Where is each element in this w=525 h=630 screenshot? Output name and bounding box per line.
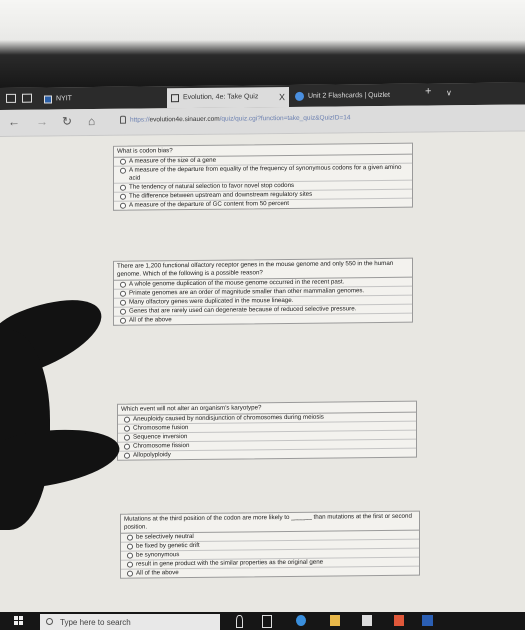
tab-label: Unit 2 Flashcards | Quizlet [308, 91, 390, 100]
page-icon [171, 94, 179, 102]
option-text: A measure of the size of a gene [129, 156, 217, 165]
url-field[interactable] [130, 114, 350, 123]
answer-option[interactable] [118, 449, 416, 460]
question-text: What is codon bias? [114, 144, 412, 158]
close-tab-icon[interactable]: X [278, 92, 285, 103]
radio-button[interactable] [120, 168, 126, 174]
question-1 [113, 143, 413, 211]
option-text: be selectively neutral [136, 532, 194, 541]
radio-button[interactable] [124, 444, 130, 450]
option-text: Primate genomes are an order of magnitude smaller than other mammalian genomes. [129, 287, 365, 297]
back-icon[interactable]: ← [8, 114, 20, 129]
set-aside-tabs-icon[interactable] [22, 94, 32, 103]
radio-button[interactable] [120, 203, 126, 209]
radio-button[interactable] [120, 291, 126, 297]
radio-button[interactable] [120, 318, 126, 324]
quizlet-favicon-icon [295, 92, 304, 101]
question-3 [117, 401, 417, 461]
option-text: Chromosome fusion [133, 424, 189, 432]
quiz-page [0, 132, 525, 630]
question-text: Mutations at the third position of the codon are more likely to ______ than mutations at the first or second position. [121, 512, 419, 534]
home-icon[interactable]: ⌂ [88, 114, 96, 129]
question-4 [120, 511, 420, 579]
answer-option[interactable] [114, 314, 412, 325]
option-text: A measure of the departure from equality of the frequency of synonymous codons for a given amino acid [129, 163, 402, 182]
microphone-icon[interactable] [236, 615, 243, 628]
taskbar [0, 612, 525, 630]
radio-button[interactable] [120, 282, 126, 288]
option-text: All of the above [129, 316, 172, 324]
edge-browser-icon[interactable] [296, 615, 306, 626]
option-text: be synonymous [136, 551, 180, 559]
option-text: Sequence inversion [133, 433, 188, 441]
app-icon[interactable] [394, 615, 404, 626]
store-icon[interactable] [362, 615, 372, 626]
radio-button[interactable] [120, 159, 126, 165]
url-domain: evolution4e.sinauer.com [149, 115, 220, 124]
lock-icon [120, 116, 126, 124]
tab-label: NYIT [56, 95, 72, 103]
answer-option[interactable] [121, 567, 419, 578]
radio-button[interactable] [120, 300, 126, 306]
new-tab-button[interactable]: + [425, 85, 432, 98]
radio-button[interactable] [127, 553, 133, 559]
search-icon [46, 618, 53, 625]
task-view-icon[interactable] [262, 615, 272, 628]
url-path: /quiz/quiz.cgi?function=take_quiz&QuizID=14 [219, 114, 351, 123]
option-text: Aneuploidy caused by nondisjunction of chromosomes during meiosis [133, 413, 324, 423]
option-text: A whole genome duplication of the mouse genome occurred in the recent past. [129, 278, 345, 288]
option-text: Chromosome fission [133, 442, 190, 450]
radio-button[interactable] [124, 453, 130, 459]
radio-button[interactable] [120, 309, 126, 315]
monitor-bezel [0, 0, 525, 92]
forward-icon[interactable]: → [36, 114, 48, 129]
refresh-icon[interactable]: ↻ [62, 114, 73, 129]
option-text: The tendency of natural selection to favor novel stop codons [129, 181, 295, 191]
word-icon[interactable] [422, 615, 433, 626]
radio-button[interactable] [127, 562, 133, 568]
radio-button[interactable] [124, 435, 130, 441]
tab-evolution-quiz[interactable] [167, 87, 289, 108]
option-text: Allopolyploidy [133, 451, 171, 459]
option-text: be fixed by genetic drift [136, 541, 200, 550]
question-text: There are 1,200 functional olfactory receptor genes in the mouse genome and only 550 in the human genome. Which of the following is a possible reason? [114, 259, 412, 281]
radio-button[interactable] [124, 426, 130, 432]
radio-button[interactable] [120, 185, 126, 191]
taskbar-search-box[interactable] [40, 614, 220, 630]
option-text: Many olfactory genes were duplicated in the mouse lineage. [129, 296, 294, 306]
windows-start-icon[interactable] [14, 616, 24, 626]
option-text: The difference between upstream and downstream regulatory sites [129, 190, 313, 200]
question-2 [113, 258, 413, 326]
tab-quizlet[interactable] [292, 86, 412, 107]
url-prefix: https:// [130, 116, 150, 124]
radio-button[interactable] [120, 194, 126, 200]
nyit-favicon-icon [44, 95, 52, 103]
option-text: All of the above [136, 569, 179, 577]
tab-label: Evolution, 4e: Take Quiz [183, 93, 259, 102]
radio-button[interactable] [127, 544, 133, 550]
tab-preview-icon[interactable] [6, 94, 16, 103]
tab-dropdown-icon[interactable]: ∨ [446, 88, 452, 98]
radio-button[interactable] [127, 571, 133, 577]
browser-window [0, 83, 525, 630]
answer-option[interactable] [114, 199, 412, 210]
option-text: A measure of the departure of GC content from 50 percent [129, 199, 289, 209]
radio-button[interactable] [124, 417, 130, 423]
radio-button[interactable] [127, 535, 133, 541]
tab-nyit[interactable] [40, 89, 120, 110]
option-text: Genes that are rarely used can degenerate because of reduced selective pressure. [129, 305, 357, 315]
file-explorer-icon[interactable] [330, 615, 340, 626]
search-placeholder: Type here to search [60, 618, 131, 627]
option-text: result in gene product with the similar properties as the original gene [136, 558, 324, 568]
question-text: Which event will not alter an organism's karyotype? [118, 402, 416, 416]
